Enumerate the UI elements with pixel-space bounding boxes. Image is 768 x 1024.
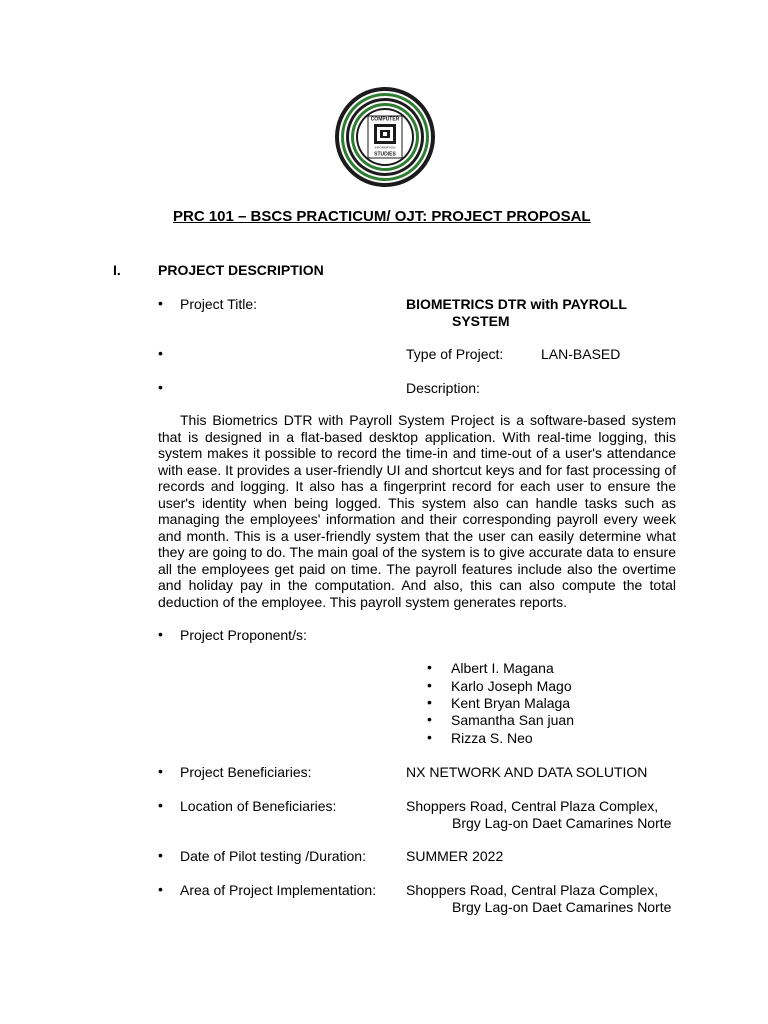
description-label: Description: (406, 380, 480, 396)
document-title: PRC 101 – BSCS PRACTICUM/ OJT: PROJECT PROPOSAL (173, 208, 591, 225)
pilot-label: Date of Pilot testing /Duration: (180, 848, 366, 864)
implementation-label: Area of Project Implementation: (180, 882, 377, 898)
bullet-icon: • (427, 694, 432, 710)
location-line2: Brgy Lag-on Daet Camarines Norte (452, 815, 672, 831)
proponent-name: Kent Bryan Malaga (451, 695, 571, 711)
bullet-icon: • (427, 711, 432, 727)
bullet-icon: • (158, 626, 163, 642)
project-type-value: LAN-BASED (541, 346, 621, 362)
location-label: Location of Beneficiaries: (180, 798, 337, 814)
section-heading: PROJECT DESCRIPTION (158, 262, 324, 278)
proponent-name: Rizza S. Neo (451, 730, 533, 746)
project-title-value-line2: SYSTEM (452, 313, 510, 329)
implementation-line1: Shoppers Road, Central Plaza Complex, (406, 882, 659, 898)
logo-mid-text: INFORMATION (374, 145, 396, 150)
bullet-icon: • (158, 345, 163, 361)
bullet-icon: • (158, 379, 163, 395)
proponent-name: Albert I. Magana (451, 660, 554, 676)
project-type-label: Type of Project: (406, 346, 504, 362)
bullet-icon: • (158, 797, 163, 813)
bullet-icon: • (158, 847, 163, 863)
project-title-value-line1: BIOMETRICS DTR with PAYROLL (406, 296, 627, 312)
location-line1: Shoppers Road, Central Plaza Complex, (406, 798, 659, 814)
bullet-icon: • (158, 881, 163, 897)
bullet-icon: • (427, 729, 432, 745)
beneficiaries-value: NX NETWORK AND DATA SOLUTION (406, 764, 648, 780)
bullet-icon: • (427, 677, 432, 693)
logo-bottom-text: STUDIES (374, 151, 396, 158)
computer-studies-logo (334, 86, 436, 188)
logo-top-text: COMPUTER (370, 116, 400, 123)
beneficiaries-label: Project Beneficiaries: (180, 764, 312, 780)
bullet-icon: • (158, 763, 163, 779)
implementation-line2: Brgy Lag-on Daet Camarines Norte (452, 899, 672, 915)
proponents-label: Project Proponent/s: (180, 627, 307, 643)
description-paragraph: This Biometrics DTR with Payroll System Project is a software-based system that is designed in a flat-based desktop application. With real-time logging, this system makes it possible to record the time-in and time-out of a user's attendance with ease. It provides a user-friendly UI and shortcut keys and for fast processing of records and logging. It also has a fingerprint record for each user to ensure the user's identity when being logged. This system also can handle tasks such as managing the employees' information and their corresponding payroll every week and month. This is a user-friendly system that the user can easily determine what they are going to do. The main goal of the system is to give accurate data to ensure all the employees get paid on time. The payroll features include also the overtime and holiday pay in the computation. And also, this can also compute the total deduction of the employee. This payroll system generates reports. (158, 412, 676, 610)
bullet-icon: • (158, 295, 163, 311)
proponent-name: Karlo Joseph Mago (451, 678, 572, 694)
bullet-icon: • (427, 659, 432, 675)
pilot-value: SUMMER 2022 (406, 848, 504, 864)
project-title-label: Project Title: (180, 296, 258, 312)
proponent-name: Samantha San juan (451, 712, 574, 728)
section-numeral: I. (113, 262, 121, 278)
